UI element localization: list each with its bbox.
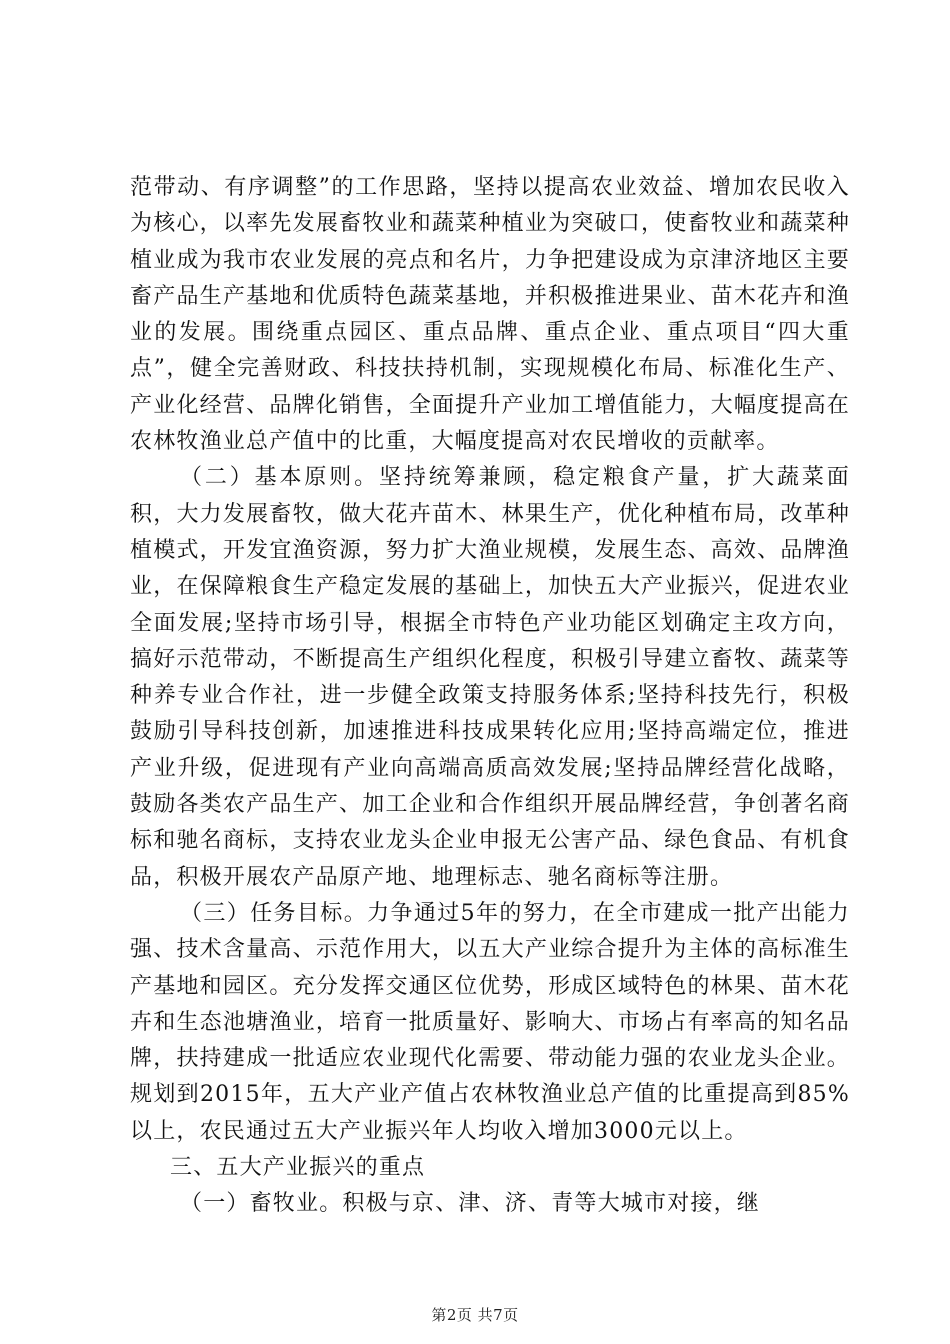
paragraph-basic-principles: （二）基本原则。坚持统筹兼顾，稳定粮食产量，扩大蔬菜面积，大力发展畜牧，做大花卉苗木、林果生产，优化种植布局，改革种植模式，开发宜渔资源，努力扩大渔业规模，发展生态、高效、品牌渔业，在保障粮食生产稳定发展的基础上，加快五大产业振兴，促进农业全面发展;坚持市场引导，根据全市特色产业功能区划确定主攻方向，搞好示范带动，不断提高生产组织化程度，积极引导建立畜牧、蔬菜等种养专业合作社，进一步健全政策支持服务体系;坚持科技先行，积极鼓励引导科技创新，加速推进科技成果转化应用;坚持高端定位，推进产业升级，促进现有产业向高端高质高效发展;坚持品牌经营化战略，鼓励各类农产品生产、加工企业和合作组织开展品牌经营，争创著名商标和驰名商标，支持农业龙头企业申报无公害产品、绿色食品、有机食品，积极开展农产品原产地、地理标志、驰名商标等注册。 (130, 465, 850, 890)
paragraph-animal-husbandry: （一）畜牧业。积极与京、津、济、青等大城市对接，继 (180, 1191, 761, 1217)
section-heading: 三、五大产业振兴的重点 (170, 1155, 426, 1181)
document-body (130, 170, 850, 1223)
paragraph-task-goals: （三）任务目标。力争通过5年的努力，在全市建成一批产出能力强、技术含量高、示范作用大，以五大产业综合提升为主体的高标准生产基地和园区。充分发挥交通区位优势，形成区域特色的林果、苗木花卉和生态池塘渔业，培育一批质量好、影响大、市场占有率高的知名品牌，扶持建成一批适应农业现代化需要、带动能力强的农业龙头企业。规划到2015年，五大产业产值占农林牧渔业总产值的比重提高到85%以上，农民通过五大产业振兴年人均收入增加3000元以上。 (130, 900, 850, 1144)
page-number: 第2页 共7页 (431, 1306, 519, 1324)
paragraph-continuation: 范带动、有序调整”的工作思路，坚持以提高农业效益、增加农民收入为核心，以率先发展畜牧业和蔬菜种植业为突破口，使畜牧业和蔬菜种植业成为我市农业发展的亮点和名片，力争把建设成为京津济地区主要畜产品生产基地和优质特色蔬菜基地，并积极推进果业、苗木花卉和渔业的发展。围绕重点园区、重点品牌、重点企业、重点项目“四大重点”，健全完善财政、科技扶持机制，实现规模化布局、标准化生产、产业化经营、品牌化销售，全面提升产业加工增值能力，大幅度提高在农林牧渔业总产值中的比重，大幅度提高对农民增收的贡献率。 (130, 175, 850, 455)
